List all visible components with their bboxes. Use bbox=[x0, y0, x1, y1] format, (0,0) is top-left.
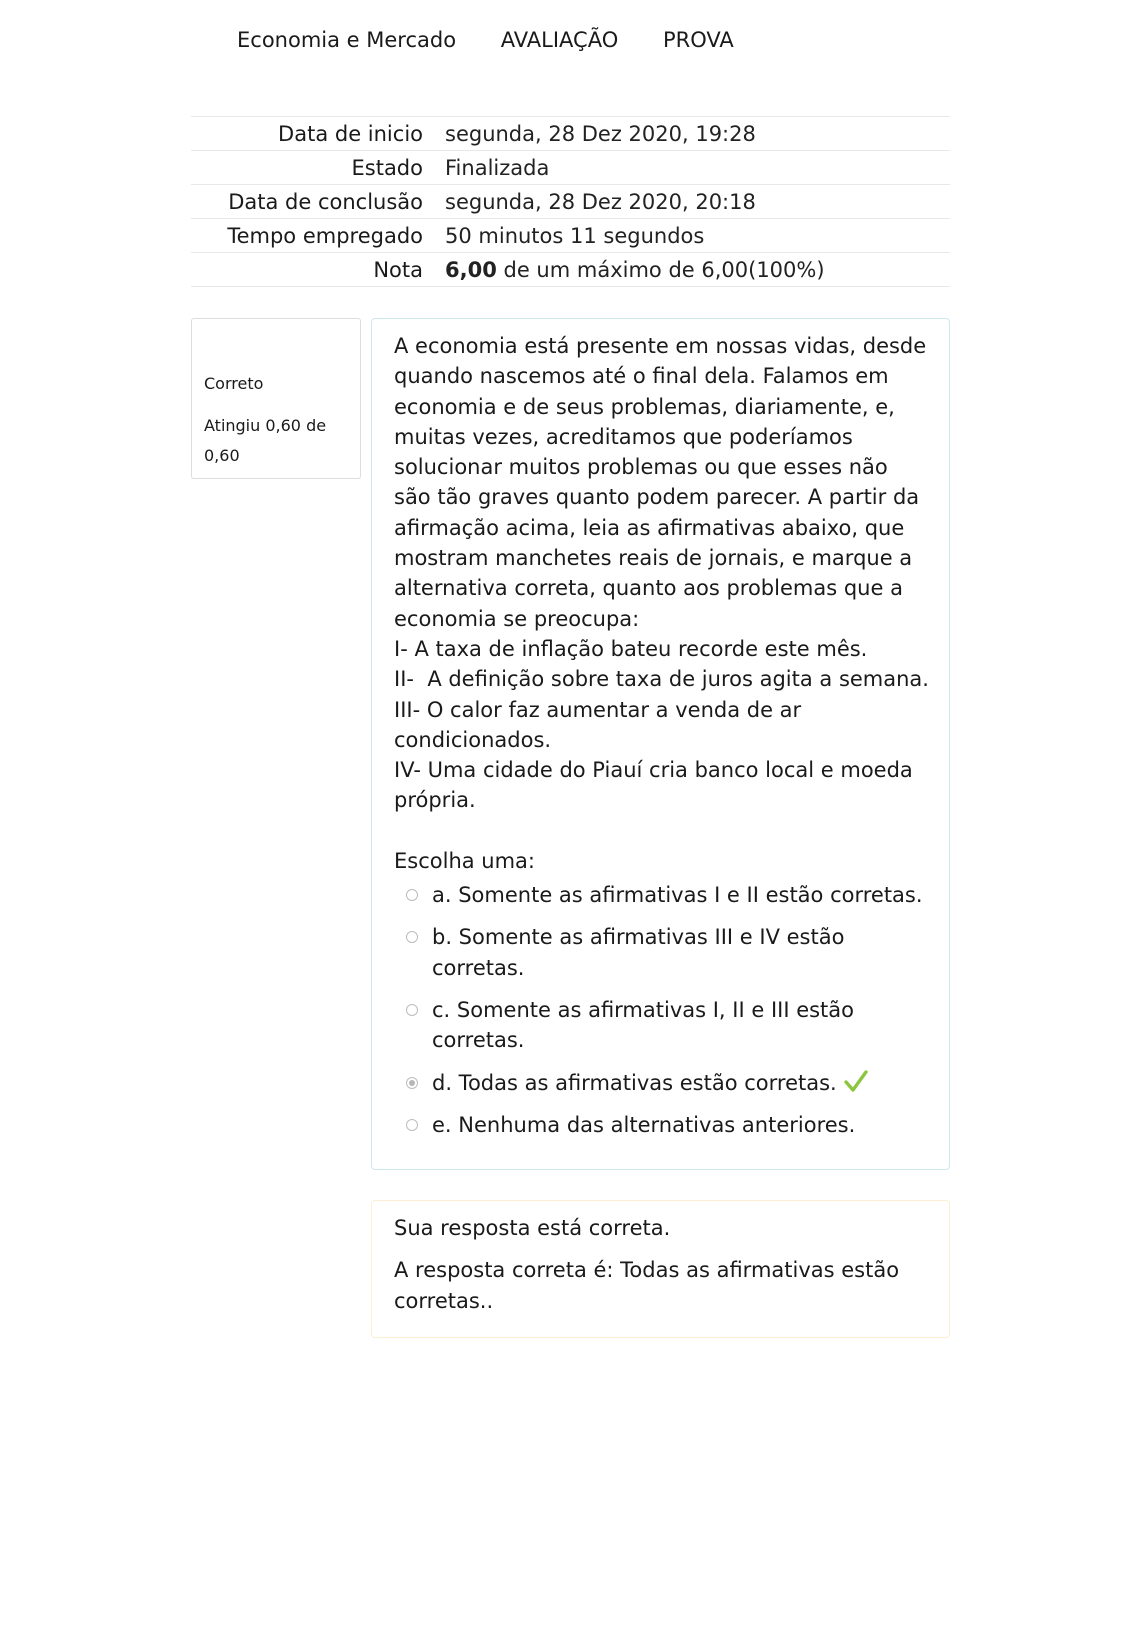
question-text bbox=[394, 331, 933, 816]
time-value: 50 minutos 11 segundos bbox=[445, 219, 950, 253]
summary-row bbox=[191, 151, 950, 185]
radio-button[interactable] bbox=[406, 1004, 418, 1016]
breadcrumb-quiz[interactable]: PROVA bbox=[662, 28, 734, 52]
grade-label: Nota bbox=[191, 253, 445, 287]
statement-item-1: I- A taxa de inflação bateu recorde este mês. bbox=[394, 636, 868, 661]
statement-item-4: IV- Uma cidade do Piauí cria banco local e moeda própria. bbox=[394, 758, 920, 813]
radio-button[interactable] bbox=[406, 1119, 418, 1131]
answer-option-a[interactable] bbox=[394, 880, 929, 910]
answer-option-c[interactable] bbox=[394, 995, 929, 1056]
state-value: Finalizada bbox=[445, 151, 950, 185]
option-label: a. Somente as afirmativas I e II estão corretas. bbox=[432, 883, 923, 908]
answer-prompt: Escolha uma: bbox=[394, 848, 536, 873]
statement-item-3: III- O calor faz aumentar a venda de ar condicionados. bbox=[394, 697, 808, 752]
start-label: Data de inicio bbox=[191, 117, 445, 151]
answer-options bbox=[394, 880, 929, 1140]
end-value: segunda, 28 Dez 2020, 20:18 bbox=[445, 185, 950, 219]
summary-row bbox=[191, 185, 950, 219]
feedback-status: Sua resposta está correta. bbox=[394, 1216, 671, 1240]
question-info-panel bbox=[191, 318, 361, 479]
breadcrumb-course[interactable]: Economia e Mercado bbox=[237, 28, 457, 52]
summary-row bbox=[191, 219, 950, 253]
time-label: Tempo empregado bbox=[191, 219, 445, 253]
grade-suffix: de um máximo de 6,00(100%) bbox=[496, 257, 825, 282]
statement-item-2: II- A definição sobre taxa de juros agita a semana. bbox=[394, 667, 929, 692]
breadcrumb bbox=[237, 28, 772, 52]
question-box bbox=[371, 318, 950, 1170]
radio-button[interactable] bbox=[406, 931, 418, 943]
grade-cell bbox=[445, 253, 950, 287]
end-label: Data de conclusão bbox=[191, 185, 445, 219]
question-mark: Atingiu 0,60 de 0,60 bbox=[204, 416, 327, 465]
state-label: Estado bbox=[191, 151, 445, 185]
feedback-box bbox=[371, 1200, 950, 1338]
option-label: b. Somente as afirmativas III e IV estão corretas. bbox=[432, 925, 845, 980]
option-label: e. Nenhuma das alternativas anteriores. bbox=[432, 1112, 856, 1137]
answer-option-d[interactable] bbox=[394, 1068, 929, 1098]
grade-value: 6,00 bbox=[445, 257, 497, 282]
breadcrumb-section[interactable]: AVALIAÇÃO bbox=[500, 28, 619, 52]
question-statement: A economia está presente em nossas vidas, desde quando nascemos até o final dela. Falamos em economia e de seus problemas, diariamente, e, muitas vezes, acreditamos que poderíamos solucionar muitos problemas ou que esses não são tão graves quanto podem parecer. A partir da afirmação acima, leia as afirmativas abaixo, que mostram manchetes reais de jornais, e marque a alternativa correta, quanto aos problemas que a economia se preocupa: bbox=[394, 334, 933, 631]
answer-option-e[interactable] bbox=[394, 1110, 929, 1140]
correct-check-icon bbox=[843, 1068, 869, 1102]
summary-row bbox=[191, 117, 950, 151]
radio-button[interactable] bbox=[406, 889, 418, 901]
answer-option-b[interactable] bbox=[394, 922, 929, 983]
start-value: segunda, 28 Dez 2020, 19:28 bbox=[445, 117, 950, 151]
attempt-summary-table bbox=[191, 116, 950, 287]
option-label: d. Todas as afirmativas estão corretas. bbox=[432, 1070, 837, 1095]
radio-button-selected[interactable] bbox=[406, 1077, 418, 1089]
feedback-right-answer: A resposta correta é: Todas as afirmativas estão corretas.. bbox=[394, 1258, 900, 1313]
summary-row bbox=[191, 253, 950, 287]
question-state: Correto bbox=[204, 374, 264, 393]
option-label: c. Somente as afirmativas I, II e III estão corretas. bbox=[432, 997, 855, 1053]
